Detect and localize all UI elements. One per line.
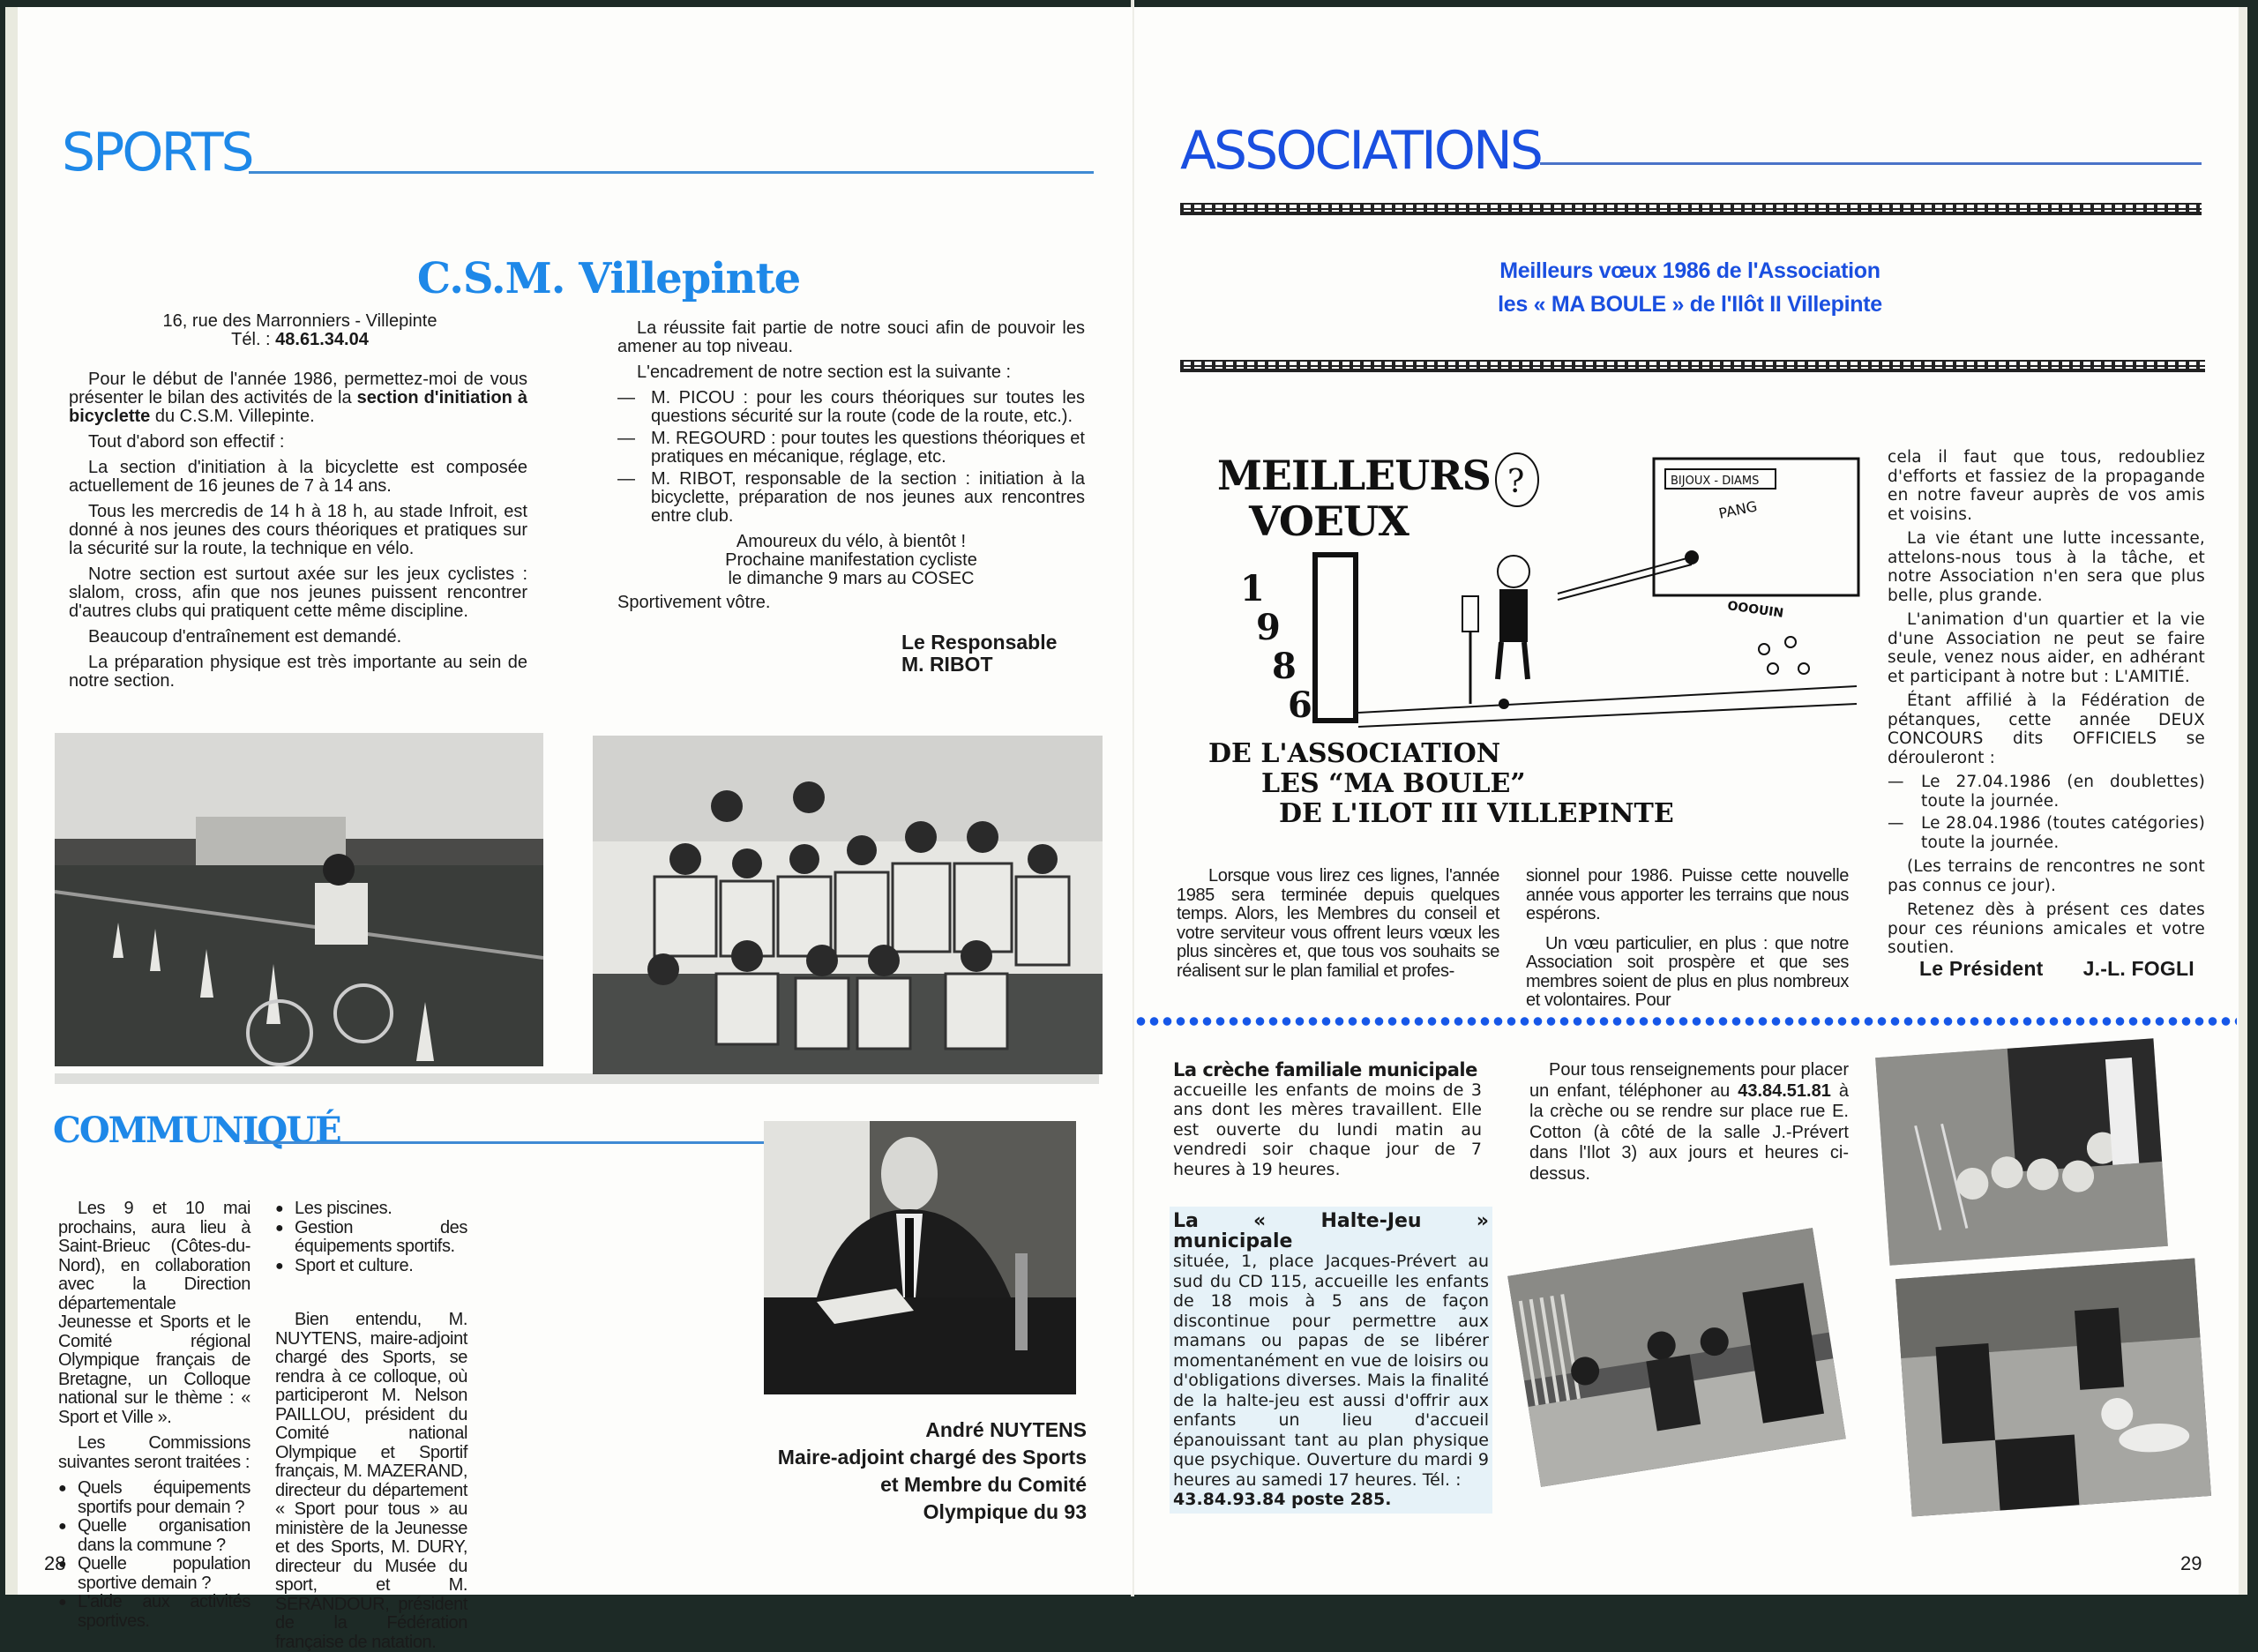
bullet-item: ● Quelle population sportive demain ? (58, 1555, 250, 1593)
halte-jeu-block (1170, 1207, 1492, 1514)
commission-list-cont (275, 1200, 467, 1275)
photo-playroom (1507, 1228, 1846, 1487)
paragraph: Les 9 et 10 mai prochains, aura lieu à Saint-Brieuc (Côtes-du-Nord), en collaboration avec la Direction départementale Jeunesse et Sports et le Comité régional Olympique français de Bretagne, un Colloque national sur le thème : « Sport et Ville ». (58, 1199, 250, 1427)
letter-column-3 (1888, 448, 2205, 978)
creche-block (1173, 1060, 1482, 1179)
card-frame (1312, 552, 1358, 723)
bullet-item: ● L'aide aux activités sportives. (58, 1593, 250, 1631)
greeting-footer-line: LES “MA BOULE” (1261, 768, 1526, 799)
title-rule (245, 1141, 773, 1144)
year-digit: 1 (1240, 568, 1265, 609)
photo-team (593, 736, 1103, 1074)
photo-circle-game (1875, 1038, 2168, 1265)
closing-announcement (617, 533, 1085, 588)
title-rule (249, 171, 1094, 174)
paragraph: Étant affilié à la Fédération de pétanques, cette année DEUX CONCOURS dits OFFICIELS se dérouleront : (1888, 691, 2205, 767)
page-number: 29 (2180, 1552, 2202, 1574)
closing-line: le dimanche 9 mars au COSEC (728, 569, 975, 588)
phone-label: Tél. : (231, 330, 271, 349)
staff-item: — M. REGOURD : pour toutes les questions théoriques et pratiques en mécanique, réglage, etc. (617, 430, 1085, 467)
club-phone: 48.61.34.04 (275, 330, 369, 349)
banner-line: les « MA BOULE » de l'Ilôt II Villepinte (1498, 292, 1882, 317)
bullet-item: ● Quelle organisation dans la commune ? (58, 1517, 250, 1555)
caption-line: et Membre du Comité (880, 1473, 1087, 1496)
event-item: — Le 27.04.1986 (en doublettes) toute la journée. (1888, 773, 2205, 811)
closing-line: Prochaine manifestation cycliste (725, 550, 977, 570)
text: Pour le début de l'année 1986, permettez-moi de vous présenter le bilan des activités de la (69, 370, 527, 407)
club-contact (71, 312, 529, 349)
greeting-footer (1208, 739, 1674, 829)
article-title: C.S.M. Villepinte (416, 254, 801, 303)
dotted-divider (1134, 1015, 2237, 1028)
bullet-item: ● Les piscines. (275, 1200, 467, 1219)
paragraph: sionnel pour 1986. Puisse cette nouvelle année vous apporter les terrains que nous espérons. (1526, 866, 1849, 923)
caption-line: Olympique du 93 (923, 1500, 1087, 1523)
section-title-communique: COMMUNIQUÉ (53, 1110, 340, 1151)
signature (617, 632, 1085, 676)
club-phone-line (71, 331, 529, 349)
text: à la crèche ou se rendre sur place rue E. Cotton (à côté de la salle J.-Prévert dans l'Ilot 3) aux jours et heures ci-dessus. (1529, 1080, 1849, 1184)
letter-column-2 (1526, 867, 1849, 1011)
photo-bike-slalom (55, 733, 543, 1066)
paragraph: L'animation d'un quartier et la vie d'une Association ne peut se faire seule, venez nous aider, en adhérant et participant à notre but : L'AMITIÉ. (1888, 610, 2205, 686)
bullet-item: ● Quels équipements sportifs pour demain ? (58, 1479, 250, 1517)
chain-divider-bottom (1180, 360, 2205, 372)
cartoon-sfx-pang: PANG (1716, 497, 1759, 522)
event-item: — Le 28.04.1986 (toutes catégories) toute la journée. (1888, 814, 2205, 852)
letter-column-1 (1177, 867, 1499, 981)
section-title-associations: ASSOCIATIONS (1180, 120, 1541, 182)
paragraph: L'encadrement de notre section est la suivante : (637, 363, 1012, 382)
paragraph: La réussite fait partie de notre souci afin de pouvoir les amener au top niveau. (617, 318, 1085, 356)
signoff: Sportivement vôtre. (617, 593, 771, 612)
cartoon-sign: BIJOUX - DIAMS (1671, 475, 1760, 488)
banner-line: Meilleurs vœux 1986 de l'Association (1499, 258, 1880, 283)
info-block (1529, 1060, 1849, 1185)
commission-list (58, 1479, 250, 1631)
staff-item: — M. PICOU : pour les cours théoriques sur toutes les questions sécurité sur la route (code de la route, etc.). (617, 389, 1085, 426)
circle-game-illustration (1875, 1038, 2168, 1265)
petanque-cartoon (1358, 448, 1861, 730)
text: du C.S.M. Villepinte. (150, 407, 315, 426)
paragraph: Tout d'abord son effectif : (88, 432, 285, 452)
info-phone: 43.84.51.81 (1738, 1080, 1831, 1101)
paragraph: Bien entendu, M. NUYTENS, maire-adjoint chargé des Sports, se rendra à ce colloque, où participeront M. Nelson PAILLOU, président du Comité national Olympique et Sportif français, M. MAZERAND, directeur du département « Sport pour tous » au ministère de la Jeunesse et des Sports, M. DURY, directeur du Musée du sport, et M. SERANDOUR, président de la Fédération française de natation. (275, 1310, 467, 1652)
photo-andre-nuytens (764, 1121, 1076, 1394)
signature-name: M. RIBOT (901, 653, 993, 676)
paragraph: Lorsque vous lirez ces lignes, l'année 1985 sera terminée depuis quelques temps. Alors, les Membres du conseil et votre serviteur vous offrent leurs vœux les plus sincères et, que tous vos souhaits se réalisent sur le plan familial et profes- (1177, 866, 1499, 981)
year-digit: 8 (1272, 646, 1297, 687)
caption-line: André NUYTENS (925, 1418, 1087, 1441)
paragraph: Retenez dès à présent ces dates pour ces réunions amicales et votre soutien. (1888, 901, 2205, 957)
article-column-1 (69, 370, 527, 698)
greeting-footer-line: DE L'ASSOCIATION (1208, 738, 1501, 769)
greeting-footer-line: DE L'ILOT III VILLEPINTE (1279, 798, 1674, 829)
paragraph: La préparation physique est très importante au sein de notre section. (69, 653, 527, 691)
communique-column-2 (275, 1200, 467, 1652)
paragraph: cela il faut que tous, redoubliez d'efforts et fassiez de la propagande en notre faveur auprès de vos amis et voisins. (1888, 448, 2205, 524)
communique-column-1 (58, 1200, 250, 1631)
staff-list (617, 389, 1085, 526)
event-list (1888, 773, 2205, 852)
halte-jeu-phone: 43.84.93.84 poste 285. (1173, 1490, 1392, 1509)
staff-item: — M. RIBOT, responsable de la section : initiation à la bicyclette, préparation de nos jeunes aux rencontres entre club. (617, 470, 1085, 526)
greeting-card (1182, 448, 1861, 836)
bullet-item: ● Gestion des équipements sportifs. (275, 1219, 467, 1257)
greeting-line-1: MEILLEURS (1217, 452, 1491, 499)
halte-jeu-text: située, 1, place Jacques-Prévert au sud du CD 115, accueille les enfants de 18 mois à 5 ans de façon discontinue pour permettre aux mamans ou papas de se libérer momentanément en vue de loisirs ou d'obligations diverses. Mais la finalité de la halte-jeu est aussi d'offrir aux enfants un lieu d'accueil épanouissant tant au plan physique que psychique. Ouverture du mardi 9 heures au samedi 17 heures. Tél. : (1173, 1252, 1489, 1490)
bold-text: section d'initiation à bicyclette (69, 388, 527, 426)
signature-name: J.-L. FOGLI (2082, 956, 2194, 980)
playroom-illustration (1507, 1228, 1846, 1487)
portrait-caption (741, 1417, 1087, 1526)
paragraph (1529, 1060, 1849, 1185)
page-28 (5, 7, 1133, 1652)
club-address: 16, rue des Marronniers - Villepinte (162, 311, 437, 331)
paragraph: La section d'initiation à la bicyclette est composée actuellement de 16 jeunes de 7 à 14 ans. (69, 458, 527, 496)
bullet-item: ● Sport et culture. (275, 1257, 467, 1276)
paragraph: Notre section est surtout axée sur les jeux cyclistes : slalom, cross, afin que nos jeunes puissent rencontrer d'autres clubs qui pratiquent cette même discipline. (69, 564, 527, 621)
cartoon-sfx-ouin: OOOUIN (1726, 599, 1785, 621)
portrait-illustration (764, 1121, 1076, 1394)
greeting-line-2: VOEUX (1249, 497, 1409, 545)
creche-title: La crèche familiale municipale (1173, 1059, 1477, 1080)
president-signature (1888, 956, 2205, 980)
paragraph: Tous les mercredis de 14 h à 18 h, au stade Infroit, est donné à nos jeunes des cours théoriques et pratiques sur la sécurité sur la route, la technique en vélo. (69, 502, 527, 558)
paragraph: Un vœu particulier, en plus : que notre Association soit prospère et que ses membres soient de plus en plus nombreux et volontaires. Pour (1526, 933, 1849, 1010)
photo-toys-room (1895, 1258, 2211, 1516)
article-column-2 (617, 319, 1085, 676)
paragraph: La vie étant une lutte incessante, attelons-nous tous à la tâche, et notre Association n'en sera que plus belle, plus grande. (1888, 529, 2205, 605)
photo-strip (55, 1073, 1099, 1084)
year-digit: 6 (1288, 684, 1312, 726)
title-rule (1540, 162, 2202, 165)
team-photo-illustration (593, 736, 1103, 1074)
page-number: 28 (44, 1552, 66, 1574)
bike-slalom-illustration (55, 733, 543, 1066)
closing-line: Amoureux du vélo, à bientôt ! (736, 532, 967, 551)
year-digit: 9 (1256, 607, 1281, 648)
text: Pour tous renseignements pour placer un enfant, téléphoner au (1529, 1060, 1849, 1101)
paragraph: Les Commissions suivantes seront traitées : (58, 1433, 250, 1472)
section-title-sports: SPORTS (62, 122, 252, 183)
creche-text: accueille les enfants de moins de 3 ans dont les mères travaillent. Elle est ouverte du lundi matin au vendredi soir chaque jour de 7 heures à 19 heures. (1173, 1080, 1482, 1179)
signature-title: Le Responsable (901, 631, 1058, 654)
paragraph: (Les terrains de rencontres ne sont pas connus ce jour). (1888, 857, 2205, 895)
page-29 (1134, 7, 2247, 1595)
paragraph: Beaucoup d'entraînement est demandé. (88, 627, 402, 647)
toys-room-illustration (1895, 1258, 2211, 1516)
chain-divider-top (1180, 203, 2202, 215)
svg-text:?: ? (1507, 464, 1525, 500)
paragraph (69, 370, 527, 426)
halte-jeu-title: La « Halte-Jeu » municipale (1173, 1210, 1489, 1252)
association-banner (1134, 254, 2246, 321)
signature-title: Le Président (1919, 956, 2044, 980)
caption-line: Maire-adjoint chargé des Sports (777, 1446, 1087, 1469)
